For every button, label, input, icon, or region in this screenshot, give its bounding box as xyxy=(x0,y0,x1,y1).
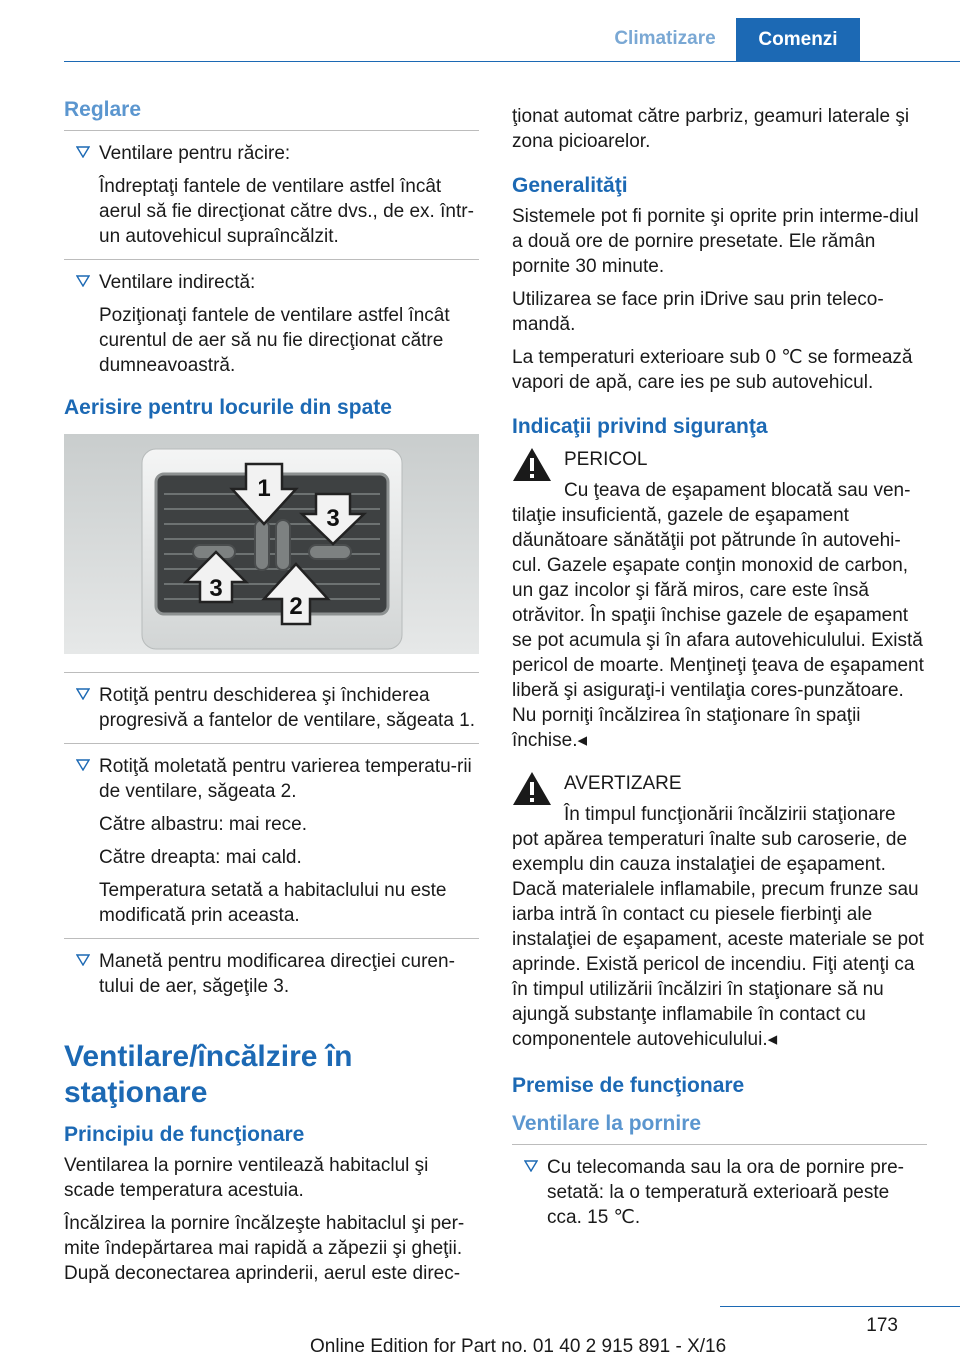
arrow-label-1: 1 xyxy=(257,475,271,502)
divider xyxy=(64,130,479,131)
heading-siguranta: Indicaţii privind siguranţa xyxy=(512,415,768,438)
list-item-text: Temperatura setată a habitaclului nu este modificată prin aceasta. xyxy=(99,880,447,926)
footer-rule xyxy=(720,1306,960,1307)
page-number: 173 xyxy=(866,1315,898,1336)
arrow-label-2: 2 xyxy=(289,593,303,620)
arrow-label-3-right: 3 xyxy=(326,505,340,532)
danger-title: PERICOL xyxy=(564,449,648,470)
danger-notice xyxy=(512,447,927,753)
right-column xyxy=(512,104,927,1238)
heading-generalitati: Generalităţi xyxy=(512,174,628,197)
list-item xyxy=(512,1155,927,1230)
section-title: Ventilare/încălzire în staţionare xyxy=(64,1040,353,1109)
list-item xyxy=(64,141,479,249)
paragraph: Încălzirea la pornire încălzeşte habitaclul şi per‐mite îndepărtarea mai rapidă a zăpezii şi gheţii. După deconectarea aprinderii, aerul este direc‐ xyxy=(64,1213,465,1284)
header-active-tab: Comenzi xyxy=(736,18,860,62)
warning-triangle-icon xyxy=(512,447,552,482)
list-item-text: Rotiţă moletată pentru varierea temperatu‐rii de ventilare, săgeata 2. xyxy=(99,756,472,802)
list-item-text: Cu telecomanda sau la ora de pornire pre‐setată: la o temperatură exterioară peste cca. 15 ℃. xyxy=(547,1157,904,1228)
divider xyxy=(512,1144,927,1145)
heading-principiu: Principiu de funcţionare xyxy=(64,1123,305,1146)
divider xyxy=(64,743,479,744)
header-section-title: Climatizare xyxy=(614,28,716,49)
left-column xyxy=(64,96,479,1294)
rear-vent-figure xyxy=(64,434,479,654)
paragraph-continued: ţionat automat către parbriz, geamuri laterale şi zona picioarelor. xyxy=(512,106,910,152)
heading-aerisire: Aerisire pentru locurile din spate xyxy=(64,396,392,419)
list-item xyxy=(64,949,479,999)
paragraph: La temperaturi exterioare sub 0 ℃ se formează vapori de apă, care ies pe sub autovehicul. xyxy=(512,347,913,393)
list-item-detail: Poziţionaţi fantele de ventilare astfel încât curentul de aer să nu fie direcţionat către dumneavoastră. xyxy=(99,305,450,376)
list-item-text: Către albastru: mai rece. xyxy=(99,814,308,835)
list-item-title: Ventilare pentru răcire: xyxy=(99,143,291,164)
heading-reglare: Reglare xyxy=(64,98,142,121)
list-item xyxy=(64,270,479,378)
warning-triangle-icon xyxy=(512,771,552,806)
list-item-title: Ventilare indirectă: xyxy=(99,272,256,293)
warning-text: În timpul funcţionării încălzirii staţionare pot apărea temperaturi înalte sub caroserie, de exemplu din cauza instalaţiei de eşapament. Dacă materialele inflamabile, precum frunze sau iarba intră în contact cu piesele fierbinţi ale instalaţiei de eşapament, aceste materiale se pot aprinde. Există pericol de incendiu. Fiţi atenţi ca în timpul utilizării încălziri în staţionare să nu ajungă substanţe inflamabile în contact cu componentele autovehiculului.◂ xyxy=(512,804,924,1050)
divider xyxy=(64,672,479,673)
paragraph: Ventilarea la pornire ventilează habitaclul şi scade temperatura acestuia. xyxy=(64,1155,429,1201)
warning-notice xyxy=(512,771,927,1052)
header-rule xyxy=(64,61,960,62)
list-item xyxy=(64,683,479,733)
paragraph: Utilizarea se face prin iDrive sau prin teleco‐mandă. xyxy=(512,289,884,335)
list-item-text: Către dreapta: mai cald. xyxy=(99,847,302,868)
divider xyxy=(64,938,479,939)
paragraph: Sistemele pot fi pornite şi oprite prin interme‐diul a două ore de pornire presetate. Ele rămân pornite 30 minute. xyxy=(512,206,919,277)
arrow-label-3-left: 3 xyxy=(209,575,223,602)
list-item-detail: Îndreptaţi fantele de ventilare astfel încât aerul să fie direcţionat către dvs., de ex. într-un autovehicul supraîncălzit. xyxy=(99,176,474,247)
warning-title: AVERTIZARE xyxy=(564,773,682,794)
list-item-text: Rotiţă pentru deschiderea şi închiderea progresivă a fantelor de ventilare, săgeata 1. xyxy=(99,685,476,731)
divider xyxy=(64,259,479,260)
heading-ventilare-pornire: Ventilare la pornire xyxy=(512,1112,702,1135)
list-item-text: Manetă pentru modificarea direcţiei curen‐tului de aer, săgeţile 3. xyxy=(99,951,455,997)
heading-premise: Premise de funcţionare xyxy=(512,1074,745,1097)
rear-vent-illustration xyxy=(64,434,479,654)
danger-text: Cu ţeava de eşapament blocată sau ven‐tilaţie insuficientă, gazele de eşapament dăunătoare sănătăţii pot pătrunde în autovehi‐cul. Gazele eşapate conţin monoxid de carbon, un gaz incolor şi fără miros, care este însă otrăvitor. În spaţii închise gazele de eşapament se pot acumula şi în afara autovehiculului. Există pericol de moarte. Menţineţi ţeava de eşapament liberă şi asiguraţi-i ventilaţia cores‐punzătoare. Nu porniţi încălzirea în staţionare în spaţii închise.◂ xyxy=(512,480,924,751)
footer-edition: Online Edition for Part no. 01 40 2 915 891 - X/16 xyxy=(310,1336,727,1357)
list-item xyxy=(64,754,479,928)
